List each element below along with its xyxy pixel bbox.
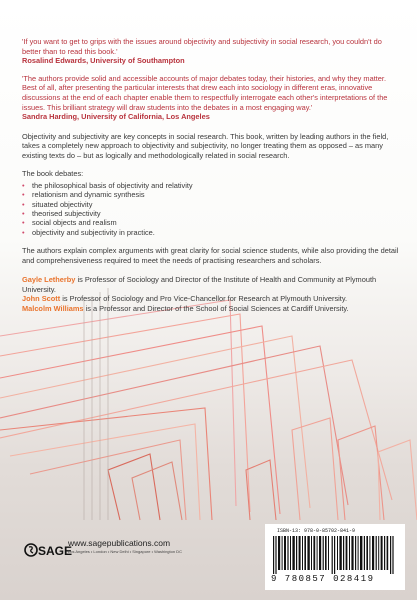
list-item: • objectivity and subjectivity in practice.	[22, 227, 155, 237]
endorsement-quote-2: 'The authors provide solid and accessible accounts of major debates today, their histories, and why they matter. Best of all, after presenting the particular interests that drew each into sociology in different eras, innovative discussions at the end of each chapter enable them to respectfully interrogate each other's interpretations of the issues. This brilliant strategy will draw students into the debates in a most engaging way.'	[22, 73, 388, 112]
list-item: • relationism and dynamic synthesis	[22, 190, 145, 200]
publisher-cities: Los Angeles • London • New Delhi • Singapore • Washington DC	[68, 549, 182, 554]
list-item: • the philosophical basis of objectivity and relativity	[22, 181, 193, 191]
publisher-footer	[0, 520, 417, 600]
list-item: • theorised subjectivity	[22, 209, 101, 219]
bullet-icon: •	[22, 181, 25, 191]
text-content	[22, 37, 400, 313]
endorsement-author-2: Sandra Harding, University of California, Los Angeles	[22, 112, 210, 122]
author-name: John Scott	[22, 294, 61, 304]
author-bio-2: John Scott is Professor of Sociology and Pro Vice-Chancellor for Research at Plymouth University.	[22, 294, 348, 304]
barcode	[265, 524, 405, 590]
list-item: • situated objectivity	[22, 199, 93, 209]
sage-logo	[24, 539, 73, 561]
author-bio-3: Malcolm Williams is a Professor and Director of the School of Social Sciences at Cardiff University.	[22, 303, 349, 313]
bullet-icon: •	[22, 218, 25, 228]
debates-heading: The book debates:	[22, 168, 84, 178]
bullet-icon: •	[22, 209, 25, 219]
author-bio-1: Gayle Letherby is Professor of Sociology and Director of the Institute of Health and Community at Plymouth University.	[22, 275, 377, 294]
author-name: Gayle Letherby	[22, 275, 76, 285]
debates-list	[22, 181, 400, 237]
intro-paragraph: Objectivity and subjectivity are key concepts in social research. This book, written by leading authors in the field, takes a completely new approach to objectivity and subjectivity, no longer treating them as opposed – as many existing texts do – but as logically and methodologically related in social research.	[22, 131, 389, 160]
barcode-number: 9 780857 028419	[271, 574, 375, 584]
barcode-bars	[273, 536, 397, 574]
bullet-icon: •	[22, 190, 25, 200]
bullet-icon: •	[22, 227, 25, 237]
author-name: Malcolm Williams	[22, 303, 84, 313]
svg-text:SAGE: SAGE	[38, 544, 73, 558]
publisher-website: www.sagepublications.com	[68, 538, 171, 548]
isbn-label: ISBN-13: 978-0-85702-841-9	[277, 528, 356, 534]
endorsement-quote-1: 'If you want to get to grips with the issues around objectivity and subjectivity in social research, you couldn't do better than to read this book.'	[22, 37, 382, 56]
bullet-icon: •	[22, 199, 25, 209]
endorsement-author-1: Rosalind Edwards, University of Southampton	[22, 56, 185, 66]
closing-paragraph: The authors explain complex arguments with great clarity for social science students, while also providing the detail and comprehensiveness required to meet the needs of practising researchers and scholars.	[22, 245, 399, 265]
list-item: • social objects and realism	[22, 218, 117, 228]
